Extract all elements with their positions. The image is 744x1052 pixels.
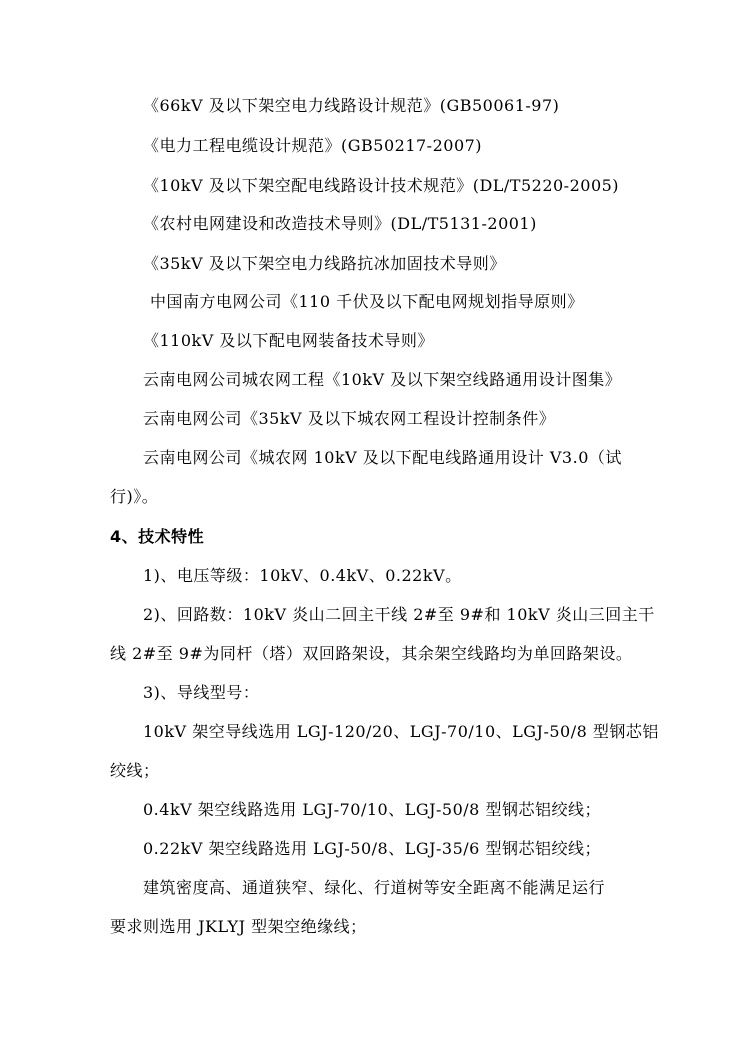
paragraph-line: 3)、导线型号： <box>143 683 260 702</box>
paragraph-line: 0.4kV 架空线路选用 LGJ-70/10、LGJ-50/8 型钢芯铝绞线； <box>143 800 601 819</box>
paragraph-line: 10kV 架空导线选用 LGJ-120/20、LGJ-70/10、LGJ-50/8 型钢芯铝 <box>143 722 659 741</box>
reference-line: 《66kV 及以下架空电力线路设计规范》(GB50061-97) <box>143 96 560 115</box>
reference-line-continued: 行)》。 <box>110 487 159 506</box>
paragraph-line: 绞线； <box>110 761 160 780</box>
section-heading: 4、技术特性 <box>110 527 205 546</box>
paragraph-line: 要求则选用 JKLYJ 型架空绝缘线； <box>110 917 367 936</box>
reference-line: 云南电网公司《城农网 10kV 及以下配电线路通用设计 V3.0（试 <box>143 448 622 467</box>
reference-line: 《电力工程电缆设计规范》(GB50217-2007) <box>143 136 483 155</box>
paragraph-line: 0.22kV 架空线路选用 LGJ-50/8、LGJ-35/6 型钢芯铝绞线； <box>143 839 601 858</box>
reference-line: 《110kV 及以下配电网装备技术导则》 <box>143 331 434 350</box>
paragraph-line: 2)、回路数：10kV 炎山二回主干线 2#至 9#和 10kV 炎山三回主干 <box>143 605 655 624</box>
reference-line: 《10kV 及以下架空配电线路设计技术规范》(DL/T5220-2005) <box>143 176 620 195</box>
reference-line: 《农村电网建设和改造技术导则》(DL/T5131-2001) <box>143 214 537 233</box>
reference-line: 云南电网公司《35kV 及以下城农网工程设计控制条件》 <box>143 409 556 428</box>
paragraph-line: 1)、电压等级：10kV、0.4kV、0.22kV。 <box>143 566 462 585</box>
reference-line: 云南电网公司城农网工程《10kV 及以下架空线路通用设计图集》 <box>143 370 622 389</box>
paragraph-line: 线 2#至 9#为同杆（塔）双回路架设，其余架空线路均为单回路架设。 <box>110 644 633 663</box>
reference-line: 《35kV 及以下架空电力线路抗冰加固技术导则》 <box>143 254 506 273</box>
reference-line: 中国南方电网公司《110 千伏及以下配电网规划指导原则》 <box>150 292 584 311</box>
paragraph-line: 建筑密度高、通道狭窄、绿化、行道树等安全距离不能满足运行 <box>143 878 606 897</box>
